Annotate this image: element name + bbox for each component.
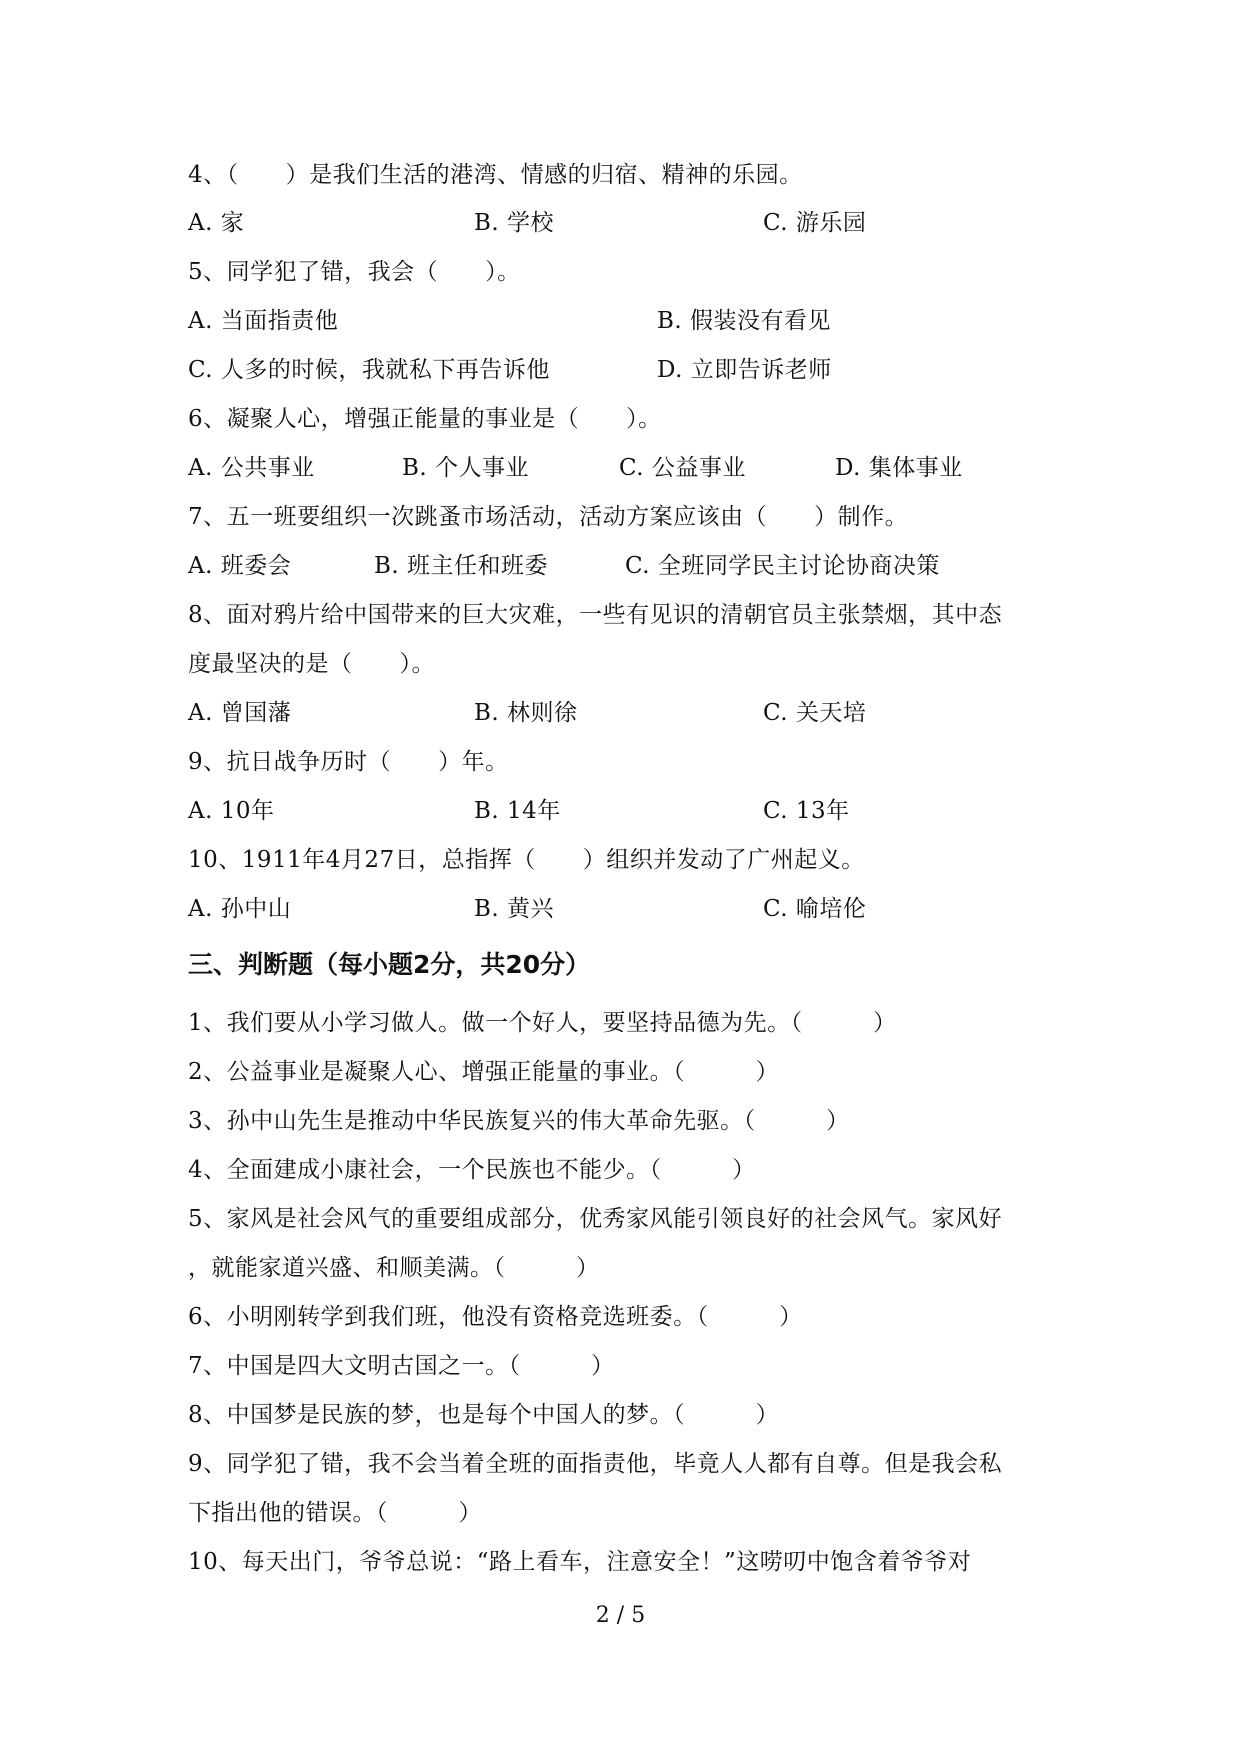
question-7-option-c: C. 全班同学民主讨论协商决策	[625, 553, 940, 579]
question-4-option-b: B. 学校	[474, 210, 555, 236]
question-10-option-b: B. 黄兴	[474, 896, 555, 922]
question-10-stem: 10、1911年4月27日，总指挥（ ）组织并发动了广州起义。	[188, 847, 865, 873]
question-7-option-a: A. 班委会	[188, 553, 292, 579]
judge-item: 8、中国梦是民族的梦，也是每个中国人的梦。（ ）	[188, 1402, 780, 1428]
question-8-stem-line-1: 8、面对鸦片给中国带来的巨大灾难，一些有见识的清朝官员主张禁烟，其中态	[188, 602, 1003, 628]
question-8-stem-line-2: 度最坚决的是（ ）。	[188, 651, 435, 677]
question-10-option-a: A. 孙中山	[188, 896, 292, 922]
judge-item-continuation: 下指出他的错误。（ ）	[188, 1500, 482, 1526]
judge-item: 3、孙中山先生是推动中华民族复兴的伟大革命先驱。（ ）	[188, 1108, 850, 1134]
question-4-stem: 4、（ ）是我们生活的港湾、情感的归宿、精神的乐园。	[188, 162, 803, 188]
question-6-option-c: C. 公益事业	[619, 455, 746, 481]
judge-item: 10、每天出门，爷爷总说：“路上看车，注意安全！”这唠叨中饱含着爷爷对	[188, 1549, 972, 1575]
section-3-title: 三、判断题（每小题2分，共20分）	[188, 950, 591, 979]
question-5-option-a: A. 当面指责他	[188, 308, 339, 334]
question-8-option-b: B. 林则徐	[474, 700, 578, 726]
question-10-option-c: C. 喻培伦	[763, 896, 867, 922]
question-6-option-b: B. 个人事业	[402, 455, 530, 481]
question-7-option-b: B. 班主任和班委	[374, 553, 549, 579]
judge-item: 9、同学犯了错，我不会当着全班的面指责他，毕竟人人都有自尊。但是我会私	[188, 1451, 1003, 1477]
question-5-stem: 5、同学犯了错，我会（ ）。	[188, 259, 521, 285]
question-5-option-d: D. 立即告诉老师	[657, 357, 832, 383]
question-9-option-a: A. 10年	[188, 798, 275, 824]
question-9-option-c: C. 13年	[763, 798, 850, 824]
judge-item: 6、小明刚转学到我们班，他没有资格竞选班委。（ ）	[188, 1304, 803, 1330]
question-9-stem: 9、抗日战争历时（ ）年。	[188, 749, 509, 775]
question-4-option-a: A. 家	[188, 210, 245, 236]
question-5-option-c: C. 人多的时候，我就私下再告诉他	[188, 357, 550, 383]
page-number: 2 / 5	[595, 1603, 646, 1628]
judge-item: 1、我们要从小学习做人。做一个好人，要坚持品德为先。（ ）	[188, 1010, 897, 1036]
question-8-option-c: C. 关天培	[763, 700, 867, 726]
question-6-option-a: A. 公共事业	[188, 455, 315, 481]
judge-item: 4、全面建成小康社会，一个民族也不能少。（ ）	[188, 1157, 756, 1183]
question-6-option-d: D. 集体事业	[835, 455, 963, 481]
question-7-stem: 7、五一班要组织一次跳蚤市场活动，活动方案应该由（ ）制作。	[188, 504, 909, 530]
question-8-option-a: A. 曾国藩	[188, 700, 292, 726]
question-4-option-c: C. 游乐园	[763, 210, 867, 236]
judge-item: 5、家风是社会风气的重要组成部分，优秀家风能引领良好的社会风气。家风好	[188, 1206, 1003, 1232]
judge-item-continuation: ，就能家道兴盛、和顺美满。（ ）	[188, 1255, 600, 1281]
judge-item: 2、公益事业是凝聚人心、增强正能量的事业。（ ）	[188, 1059, 780, 1085]
question-6-stem: 6、凝聚人心，增强正能量的事业是（ ）。	[188, 406, 662, 432]
question-9-option-b: B. 14年	[474, 798, 561, 824]
judge-item: 7、中国是四大文明古国之一。（ ）	[188, 1353, 615, 1379]
question-5-option-b: B. 假装没有看见	[657, 308, 832, 334]
